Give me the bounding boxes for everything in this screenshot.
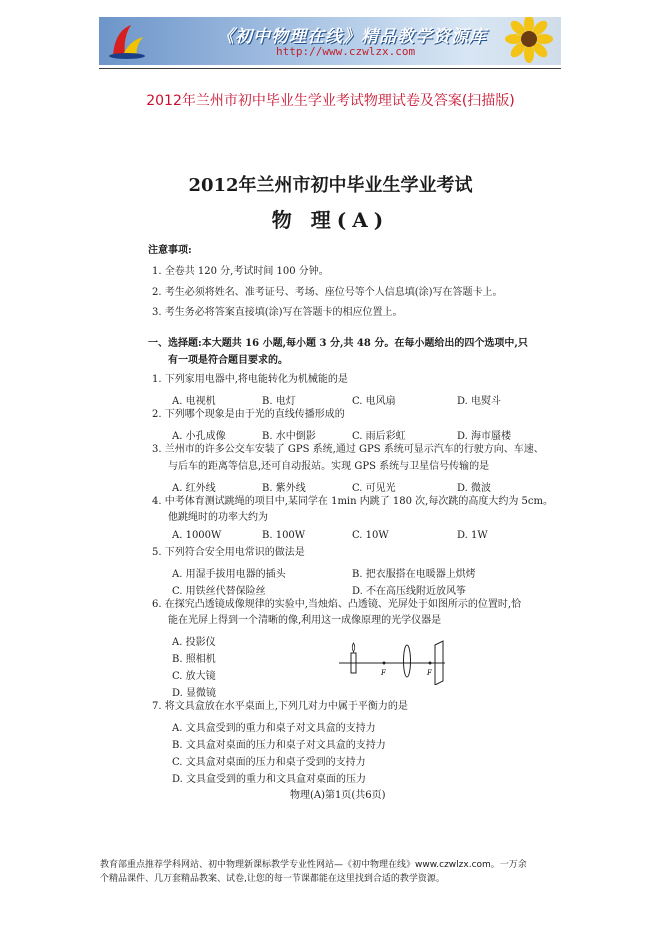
question-stem: 7. 将文具盒放在水平桌面上,下列几对力中属于平衡力的是 [152, 701, 408, 712]
candle-icon [351, 643, 356, 673]
site-banner [99, 17, 561, 65]
exam-title: 2012年兰州市初中毕业生学业考试 [188, 175, 473, 196]
lens-experiment-diagram [337, 635, 447, 685]
document-title: 2012年兰州市初中毕业生学业考试物理试卷及答案(扫描版) [146, 93, 515, 109]
option-c: C. 放大镜 [172, 671, 216, 682]
question-stem-cont: 他跳绳时的功率大约为 [168, 512, 268, 523]
header-divider [99, 68, 561, 69]
banner-url[interactable]: http://www.czwlzx.com [276, 45, 416, 58]
question-stem: 1. 下列家用电器中,将电能转化为机械能的是 [152, 374, 348, 385]
option-b: B. 电灯 [262, 396, 296, 407]
option-c: C. 文具盒对桌面的压力和桌子受到的支持力 [172, 757, 366, 768]
notice-item: 1. 全卷共 120 分,考试时间 100 分钟。 [152, 266, 329, 277]
question-stem-cont: 与后车的距离等信息,还可自动报站。实现 GPS 系统与卫星信号传输的是 [168, 461, 490, 472]
question-stem: 3. 兰州市的许多公交车安装了 GPS 系统,通过 GPS 系统可显示汽车的行驶方向、车速、 [152, 444, 544, 455]
question-stem: 4. 中考体育测试跳绳的项目中,某同学在 1min 内跳了 180 次,每次跳的高度大约为 5cm。 [152, 496, 553, 507]
section-heading-cont: 有一项是符合题目要求的。 [168, 355, 288, 366]
sunflower-icon [497, 17, 557, 65]
focal-point-label: F [427, 669, 432, 677]
question-stem: 6. 在探究凸透镜成像规律的实验中,当烛焰、凸透镜、光屏处于如图所示的位置时,恰 [152, 599, 522, 610]
option-d: D. 显微镜 [172, 688, 217, 699]
notice-heading: 注意事项: [148, 245, 192, 256]
option-a: A. 用湿手拔用电器的插头 [172, 569, 286, 580]
exam-subject: 物 理(A) [271, 208, 390, 232]
option-d: D. 1W [457, 530, 488, 541]
option-b: B. 文具盒对桌面的压力和桌子对文具盒的支持力 [172, 740, 386, 751]
footer-ad [100, 858, 570, 886]
option-c: C. 用铁丝代替保险丝 [172, 586, 266, 597]
option-d: D. 微波 [457, 483, 492, 494]
option-b: B. 把衣服搭在电暖器上烘烤 [352, 569, 476, 580]
option-a: A. 电视机 [172, 396, 216, 407]
focal-point-label: F [381, 669, 386, 677]
option-a: A. 小孔成像 [172, 431, 226, 442]
page-number: 物理(A)第1页(共6页) [290, 790, 386, 801]
option-c: C. 10W [352, 530, 389, 541]
option-d: D. 电熨斗 [457, 396, 502, 407]
option-c: C. 可见光 [352, 483, 396, 494]
convex-lens-icon [404, 645, 411, 677]
option-c: C. 雨后彩虹 [352, 431, 406, 442]
option-b: B. 紫外线 [262, 483, 306, 494]
option-c: C. 电风扇 [352, 396, 396, 407]
footer-line: 教育部重点推荐学科网站、初中物理新课标教学专业性网站—《初中物理在线》www.czwlzx.com。一万余 [100, 860, 527, 870]
footer-line: 个精品课件、几万套精品教案、试卷,让您的每一节课都能在这里找到合适的教学资源。 [100, 874, 445, 884]
banner-title: 《初中物理在线》精品教学资源库 [217, 27, 487, 47]
question-stem-cont: 能在光屏上得到一个清晰的像,利用这一成像原理的光学仪器是 [168, 615, 442, 626]
notice-item: 3. 考生务必将答案直接填(涂)写在答题卡的相应位置上。 [152, 307, 403, 318]
option-d: D. 文具盒受到的重力和文具盒对桌面的压力 [172, 774, 367, 785]
option-a: A. 投影仪 [172, 637, 216, 648]
option-a: A. 红外线 [172, 483, 216, 494]
option-b: B. 照相机 [172, 654, 216, 665]
section-heading: 一、选择题:本大题共 16 小题,每小题 3 分,共 48 分。在每小题给出的四个选项中,只 [148, 338, 528, 349]
question-stem: 5. 下列符合安全用电常识的做法是 [152, 547, 305, 558]
option-a: A. 文具盒受到的重力和桌子对文具盒的支持力 [172, 723, 376, 734]
option-a: A. 1000W [172, 530, 222, 541]
notice-item: 2. 考生必须将姓名、准考证号、考场、座位号等个人信息填(涂)写在答题卡上。 [152, 287, 503, 298]
question-stem: 2. 下列哪个现象是由于光的直线传播形成的 [152, 409, 345, 420]
option-d: D. 不在高压线附近放风筝 [352, 586, 467, 597]
option-b: B. 100W [262, 530, 306, 541]
site-logo-icon [105, 21, 149, 61]
option-b: B. 水中倒影 [262, 431, 316, 442]
option-d: D. 海市蜃楼 [457, 431, 512, 442]
